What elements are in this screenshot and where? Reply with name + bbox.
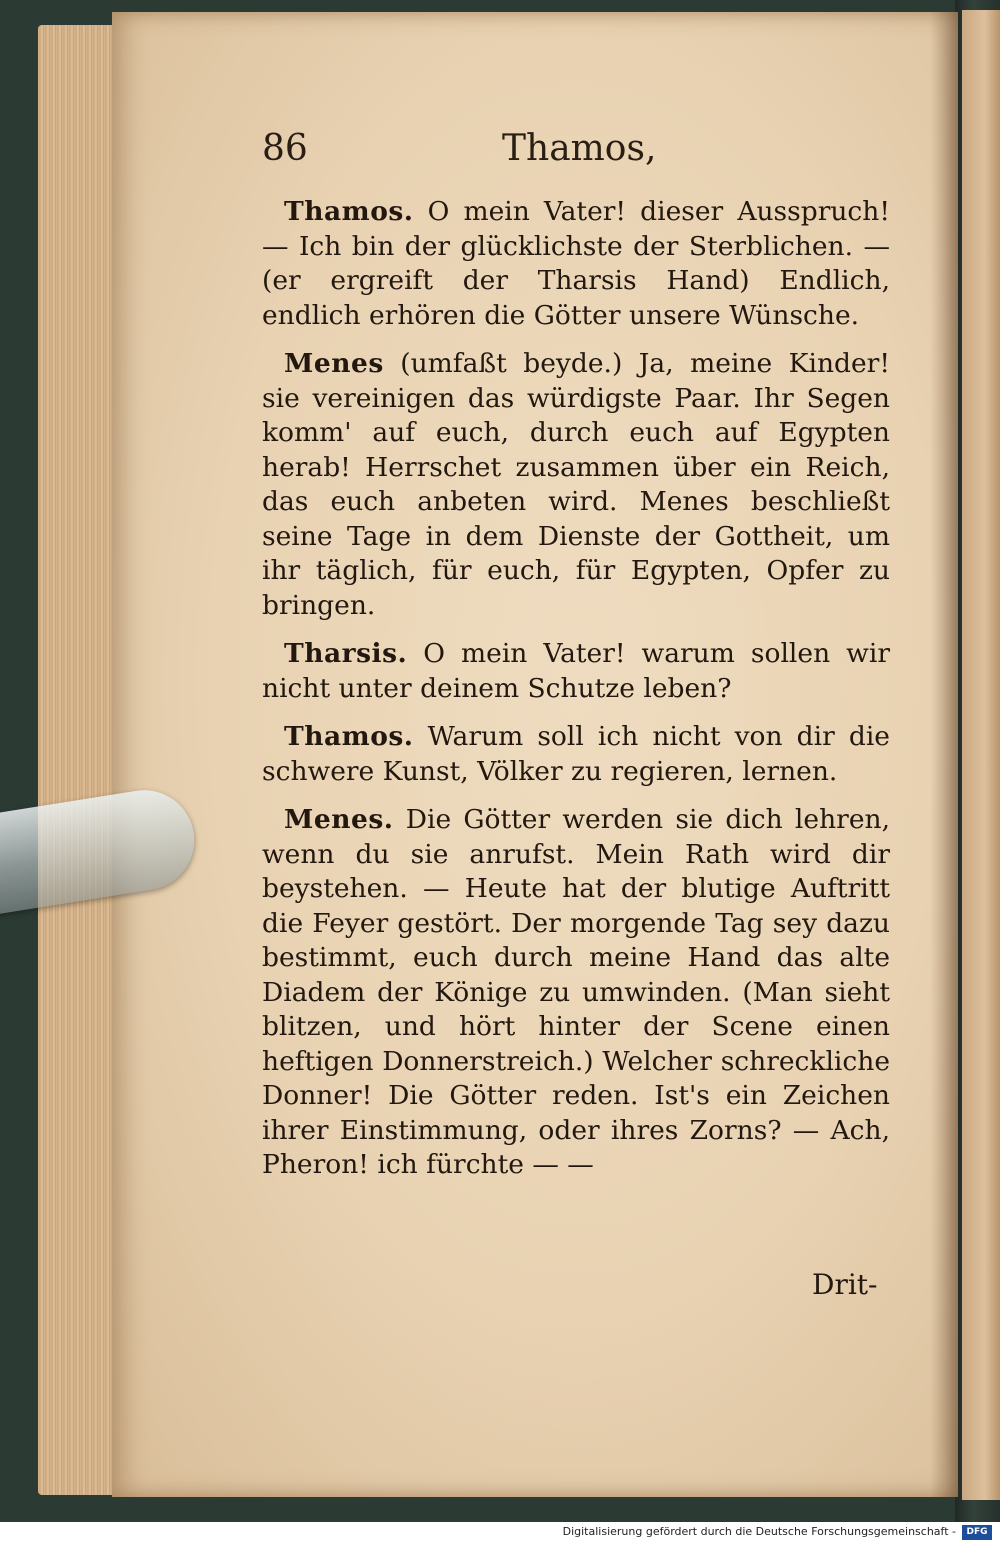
speaker-name: Tharsis. — [284, 638, 408, 669]
footer-bar — [0, 1522, 1000, 1544]
footer-credit: Digitalisierung gefördert durch die Deutsche Forschungsgemeinschaft - — [562, 1525, 956, 1538]
gutter-shadow — [930, 12, 958, 1497]
speaker-name: Thamos. — [284, 721, 414, 752]
speech — [262, 803, 890, 1183]
text-block — [262, 195, 890, 1197]
speech — [262, 195, 890, 333]
speech-text: (umfaßt beyde.) Ja, meine Kinder! sie vereinigen das würdigste Paar. Ihr Segen komm' auf euch, durch euch auf Egypten herab! Herrschet zusammen über ein Reich, das euch anbeten wird. Menes beschließt seine Tage in dem Dienste der Gottheit, um ihr täglich, für euch, für Egypten, Opfer zu bringen. — [262, 348, 890, 621]
next-page-edge — [962, 10, 1000, 1500]
speech — [262, 720, 890, 789]
speech-text: Warum soll ich nicht von dir die schwere Kunst, Völker zu regieren, lernen. — [262, 721, 890, 787]
page-edges — [38, 25, 118, 1495]
speaker-name: Menes. — [284, 804, 394, 835]
running-title: Thamos, — [502, 128, 657, 169]
catchword: Drit- — [812, 1268, 878, 1301]
speaker-name: Menes — [284, 348, 384, 379]
speaker-name: Thamos. — [284, 196, 414, 227]
running-head — [262, 128, 882, 178]
speech-text: O mein Vater! warum sollen wir nicht unter deinem Schutze leben? — [262, 638, 890, 704]
speech-text: Die Götter werden sie dich lehren, wenn du sie anrufst. Mein Rath wird dir beystehen. — Heute hat der blutige Auftritt die Feyer gestört. Der morgende Tag sey dazu bestimmt, euch durch meine Hand das alte Diadem der Könige zu umwinden. (Man sieht blitzen, und hört hinter der Scene einen heftigen Donnerstreich.) Welcher schreckliche Donner! Die Götter reden. Ist's ein Zeichen ihrer Einstimmung, oder ihres Zorns? — Ach, Pheron! ich fürchte — — — [262, 804, 890, 1180]
speech — [262, 637, 890, 706]
speech — [262, 347, 890, 623]
page-number: 86 — [262, 128, 308, 169]
speech-text: O mein Vater! dieser Ausspruch! — Ich bin der glücklichste der Sterblichen. — (er ergreift der Tharsis Hand) Endlich, endlich erhören die Götter unsere Wünsche. — [262, 196, 890, 331]
dfg-logo: DFG — [962, 1525, 992, 1540]
